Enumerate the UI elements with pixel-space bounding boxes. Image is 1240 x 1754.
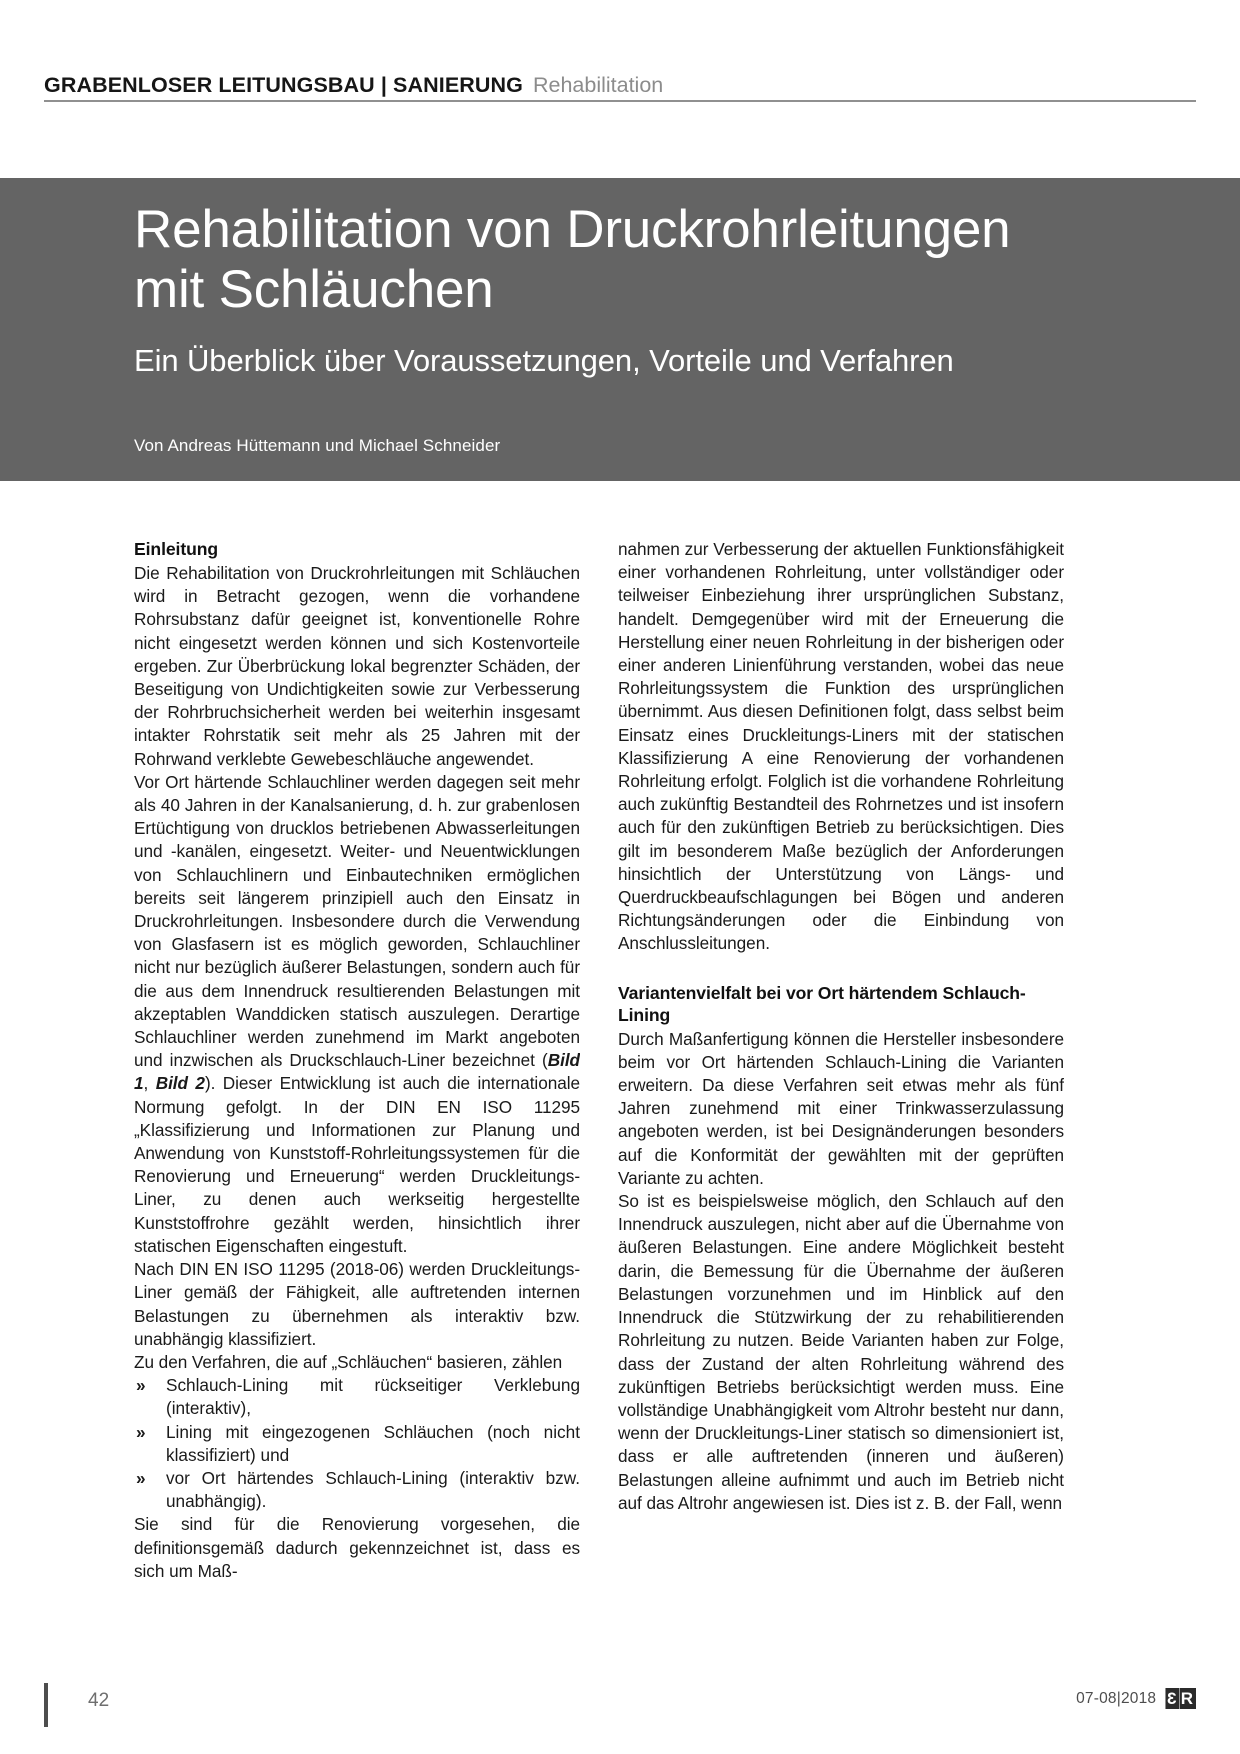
- paragraph-intro-1: Die Rehabilitation von Druckrohrleitungen mit Schläuchen wird in Betracht gezogen, wenn die vorhandene Rohrsubstanz dafür geeignet ist, konventionelle Rohre nicht eingesetzt werden können und sich Kostenvorteile ergeben. Zur Überbrückung lokal begrenzter Schäden, der Beseitigung von Undichtigkeiten sowie zur Verbesserung der Rohrbruchsicherheit werden bei weiterhin insgesamt intakter Rohrstatik seit mehr als 25 Jahren mit der Rohrwand verklebte Gewebeschläuche angewendet.: [134, 563, 580, 769]
- list-item: [134, 1421, 580, 1467]
- paragraph-variants-2: So ist es beispielsweise möglich, den Schlauch auf den Innendruck auszulegen, nicht aber auf die Übernahme von äußeren Belastungen. Eine andere Möglichkeit besteht darin, die Bemessung für die Übernahme der äußeren Belastungen vorzunehmen und im Hinblick auf den Innendruck die Stützwirkung der zu rehabilitierenden Rohrleitung zu nutzen. Beide Varianten haben zur Folge, dass der Zustand der alten Rohrleitung während des zukünftigen Betriebs berücksichtigt werden muss. Eine vollständige Unabhängigkeit vom Altrohr besteht nur dann, wenn der Druckleitungs-Liner statisch so dimensioniert ist, dass er alle auftretenden (inneren und äußeren) Belastungen alleine aufnimmt und auch im Betrieb nicht auf das Altrohr angewiesen ist. Dies ist z. B. der Fall, wenn: [618, 1191, 1064, 1513]
- section-heading-einleitung: Einleitung: [134, 539, 219, 559]
- logo-letter: R: [1180, 1688, 1196, 1709]
- figure-reference-2: Bild 2: [155, 1073, 205, 1094]
- body-columns: [134, 538, 1064, 1628]
- title-banner-content: [134, 200, 1054, 456]
- running-head-main: GRABENLOSER LEITUNGSBAU | SANIERUNG: [44, 73, 523, 97]
- list-item-label: Lining mit eingezogenen Schläuchen (noch nicht klassifiziert) und: [166, 1421, 580, 1465]
- bullet-marker-icon: »: [136, 1467, 146, 1488]
- footer-meta: [1076, 1688, 1196, 1709]
- list-item-label: vor Ort härtendes Schlauch-Lining (interaktiv bzw. unabhängig).: [166, 1467, 580, 1512]
- bullet-marker-icon: »: [136, 1421, 146, 1442]
- brand-logo-3r: [1165, 1688, 1196, 1709]
- right-column: [618, 538, 1064, 1628]
- paragraph-intro-3: Nach DIN EN ISO 11295 (2018-06) werden Druckleitungs-Liner gemäß der Fähigkeit, alle auftretenden internen Belastungen zu übernehmen als interaktiv bzw. unabhängig klassifiziert.: [134, 1259, 580, 1349]
- bullet-marker-icon: »: [136, 1375, 146, 1396]
- paragraph-continuation-1: nahmen zur Verbesserung der aktuellen Funktionsfähigkeit einer vorhandenen Rohrleitung, unter vollständiger oder teilweiser Einbeziehung ihrer ursprünglichen Substanz, handelt. Demgegenüber wird mit der Erneuerung die Herstellung einer neuen Rohrleitung in der bisherigen oder einer anderen Linienführung verstanden, wobei das neue Rohrleitungssystem die Funktion des ursprünglichen übernimmt. Aus diesen Definitionen folgt, dass selbst beim Einsatz eines Druckleitungs-Liners mit der statischen Klassifizierung A eine Renovierung der vorhandenen Rohrleitung erfolgt. Folglich ist die vorhandene Rohrleitung auch zukünftig Bestandteil des Rohrnetzes und ist insofern auch für den zukünftigen Betrieb zu berücksichtigen. Dies gilt im besonderem Maße bezüglich der Anforderungen hinsichtlich der Unterstützung von Längs- und Querdruckbeaufschlagungen bei Bögen und anderen Richtungsänderungen oder die Einbindung von Anschlussleitungen.: [618, 539, 1064, 954]
- paragraph-intro-2-part-b: ). Dieser Entwicklung ist auch die internationale Normung gefolgt. In der DIN EN ISO 11295 „Klassifizierung und Informationen zur Planung und Anwendung von Kunststoff-Rohrleitungssystemen für die Renovierung und Erneuerung“ werden Druckleitungs-Liner, zu denen auch werkseitig hergestellte Kunststoffrohre gezählt werden, hinsichtlich ihrer statischen Eigenschaften eingestuft.: [134, 1073, 580, 1256]
- section-heading-variantenvielfalt: Variantenvielfalt bei vor Ort härtendem Schlauch-Lining: [618, 982, 1026, 1025]
- paragraph-variants-1: Durch Maßanfertigung können die Hersteller insbesondere beim vor Ort härtenden Schlauch-Lining die Varianten erweitern. Da diese Verfahren seit etwas mehr als fünf Jahren zunehmend mit einer Trinkwasserzulassung angeboten werden, ist bei Designänderungen besonders auf die Konformität der gewählten mit der geprüften Variante zu achten.: [618, 1028, 1064, 1188]
- left-column: [134, 538, 580, 1628]
- list-item: [134, 1467, 580, 1513]
- running-head-sub: Rehabilitation: [532, 73, 664, 97]
- paragraph-intro-2-part-a: Vor Ort härtende Schlauchliner werden dagegen seit mehr als 40 Jahren in der Kanalsanierung, d. h. zur grabenlosen Ertüchtigung von drucklos betriebenen Abwasserleitungen und -kanälen, eingesetzt. Weiter- und Neuentwicklungen von Schlauchlinern und Einbautechniken ermöglichen bereits seit längerem prinzipiell auch den Einsatz in Druckrohrleitungen. Insbesondere durch die Verwendung von Glasfasern ist es möglich geworden, Schlauchliner nicht nur bezüglich äußerer Belastungen, sondern auch für die aus dem Innendruck resultierenden Belastungen mit akzeptablen Wanddicken statisch auszulegen. Derartige Schlauchliner werden zunehmend im Markt angeboten und inzwischen als Druckschlauch-Liner bezeichnet (: [134, 771, 580, 1071]
- page-subtitle: Ein Überblick über Voraussetzungen, Vorteile und Verfahren: [134, 343, 954, 378]
- list-item: [134, 1374, 580, 1420]
- figure-reference-1: Bild 1: [134, 1050, 580, 1094]
- running-head: [44, 48, 1196, 98]
- figure-reference-separator: ,: [143, 1073, 156, 1094]
- title-banner: [0, 178, 1240, 481]
- running-head-divider: [44, 100, 1196, 102]
- list-item-label: Schlauch-Lining mit rückseitiger Verklebung (interaktiv),: [166, 1375, 580, 1419]
- page-number: 42: [88, 1690, 110, 1711]
- paragraph-intro-5: Sie sind für die Renovierung vorgesehen, die definitionsgemäß dadurch gekennzeichnet ist, dass es sich um Maß-: [134, 1514, 580, 1581]
- author-byline: Von Andreas Hüttemann und Michael Schneider: [134, 436, 501, 455]
- logo-digit: 3: [1165, 1688, 1179, 1709]
- procedure-list: [134, 1374, 580, 1513]
- paragraph-intro-2: [134, 771, 580, 1258]
- footer-divider: [44, 1683, 48, 1727]
- paragraph-intro-4: Zu den Verfahren, die auf „Schläuchen“ basieren, zählen: [134, 1351, 563, 1372]
- page-title: Rehabilitation von Druckrohrleitungen mit Schläuchen: [134, 200, 1011, 319]
- issue-label: 07-08|2018: [1076, 1689, 1157, 1707]
